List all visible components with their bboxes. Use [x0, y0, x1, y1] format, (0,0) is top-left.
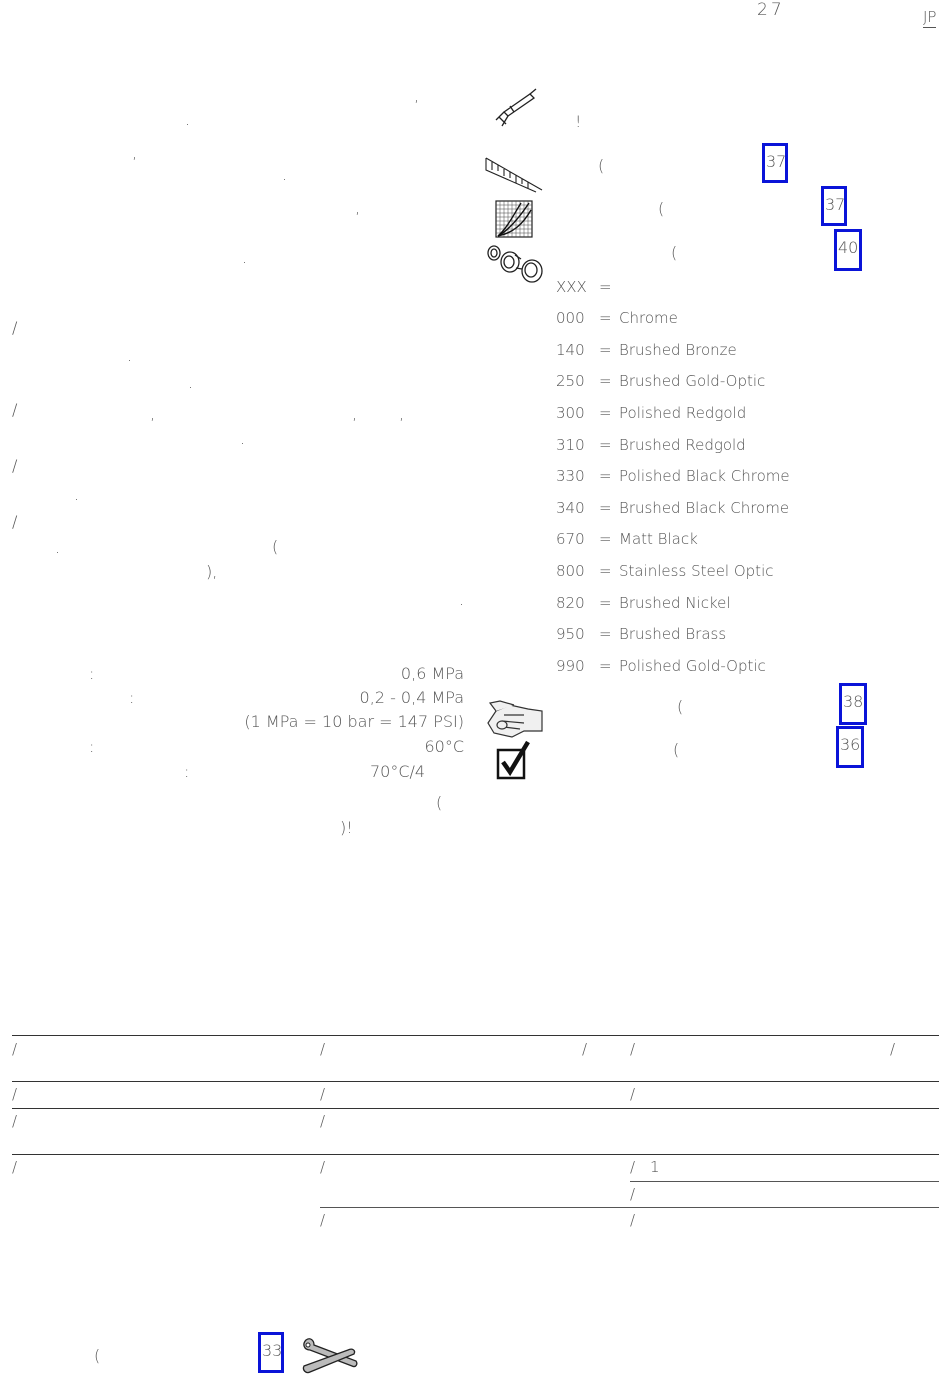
table-cell: /: [12, 1112, 18, 1130]
color-code: 990: [556, 657, 585, 675]
color-code: 950: [556, 625, 585, 643]
equals-sign: =: [599, 625, 612, 643]
color-code: 330: [556, 467, 585, 485]
text-mark: ,: [352, 404, 358, 423]
color-list-item: [556, 341, 856, 361]
slash-mark: /: [12, 512, 18, 531]
color-list-item: [556, 436, 856, 456]
spec-pressure-conversion: (1 MPa = 10 bar = 147 PSI): [244, 712, 464, 731]
ref-paren: (: [671, 243, 678, 262]
text-mark: .: [74, 485, 80, 504]
text-mark: ,: [399, 404, 405, 423]
page-ref-link[interactable]: 36: [836, 726, 864, 768]
equals-sign: =: [599, 562, 612, 580]
text-mark: .: [55, 538, 61, 557]
color-code: XXX: [556, 278, 587, 296]
color-code: 800: [556, 562, 585, 580]
text-mark: .: [282, 165, 288, 184]
page-number: 27: [757, 0, 785, 20]
table-rule: [630, 1181, 939, 1182]
equals-sign: =: [599, 341, 612, 359]
equals-sign: =: [599, 467, 612, 485]
equals-sign: =: [599, 594, 612, 612]
text-mark: .: [240, 429, 246, 448]
spec-recommended-pressure: 0,2 - 0,4 MPa: [359, 688, 464, 707]
color-code: 340: [556, 499, 585, 517]
color-list-item: [556, 499, 856, 519]
wrench-tools-icon: [300, 1336, 360, 1376]
spec-note-open: (: [436, 793, 443, 812]
color-name: Stainless Steel Optic: [619, 562, 774, 580]
table-cell: /: [320, 1085, 326, 1103]
color-name: Brushed Black Chrome: [619, 499, 790, 517]
equals-sign: =: [599, 278, 612, 296]
table-cell: /: [630, 1185, 636, 1203]
table-cell: /: [12, 1158, 18, 1176]
table-cell: /: [12, 1085, 18, 1103]
checkbox-checked-icon: [496, 740, 532, 780]
slash-mark: /: [12, 318, 18, 337]
color-name: Polished Gold-Optic: [619, 657, 766, 675]
text-mark: ,: [132, 143, 138, 162]
color-name: Brushed Nickel: [619, 594, 731, 612]
spec-hot-water: 60°C: [424, 737, 464, 756]
text-mark: ,: [414, 86, 420, 105]
table-cell: /: [630, 1085, 636, 1103]
color-list-item: [556, 657, 856, 677]
color-name: Polished Black Chrome: [619, 467, 790, 485]
equals-sign: =: [599, 309, 612, 327]
page-ref-link[interactable]: 40: [834, 229, 862, 271]
cartridge-parts-icon: [485, 243, 545, 285]
color-name: Chrome: [619, 309, 678, 327]
table-cell: /: [320, 1158, 326, 1176]
color-code: 820: [556, 594, 585, 612]
flow-diagram-icon: [495, 200, 533, 238]
page-ref-link[interactable]: 37: [821, 186, 847, 226]
table-rule: [320, 1207, 939, 1208]
table-rule: [12, 1108, 939, 1109]
text-mark: ),: [206, 562, 218, 581]
color-list-item: [556, 594, 856, 614]
ruler-icon: [484, 156, 544, 194]
color-list-item: [556, 372, 856, 392]
text-mark: ,: [150, 404, 156, 423]
table-cell: /: [582, 1040, 588, 1058]
slash-mark: /: [12, 400, 18, 419]
color-name: Brushed Gold-Optic: [619, 372, 766, 390]
table-cell: /: [890, 1040, 896, 1058]
ref-paren: (: [658, 199, 665, 218]
warning-exclamation: !: [575, 112, 582, 131]
spec-operating-pressure: 0,6 MPa: [400, 664, 464, 683]
color-list-item: [556, 530, 856, 550]
table-cell: 1: [650, 1158, 660, 1176]
color-code: 300: [556, 404, 585, 422]
color-list-item: [556, 625, 856, 645]
color-name: Brushed Brass: [619, 625, 727, 643]
color-name: Brushed Bronze: [619, 341, 737, 359]
color-list-item: [556, 404, 856, 424]
color-code: 310: [556, 436, 585, 454]
color-code: 140: [556, 341, 585, 359]
cleaning-hand-icon: [484, 697, 544, 739]
page-ref-link[interactable]: 33: [258, 1332, 284, 1373]
text-mark: .: [185, 110, 191, 129]
color-name: Brushed Redgold: [619, 436, 746, 454]
language-tab: JP: [923, 8, 937, 26]
equals-sign: =: [599, 372, 612, 390]
text-mark: .: [242, 248, 248, 267]
text-mark: .: [188, 373, 194, 392]
ref-paren: (: [677, 697, 684, 716]
slash-mark: /: [12, 456, 18, 475]
equals-sign: =: [599, 404, 612, 422]
spec-thermal-disinfection: 70°C/4: [370, 762, 426, 781]
text-mark: ,: [355, 198, 361, 217]
page-ref-link[interactable]: 37: [762, 143, 788, 183]
table-cell: /: [320, 1040, 326, 1058]
color-code-list: [556, 278, 856, 698]
page-ref-link[interactable]: 38: [839, 683, 867, 725]
table-cell: /: [320, 1112, 326, 1130]
spec-colon: :: [89, 737, 95, 756]
spec-colon: :: [129, 688, 135, 707]
spec-colon: :: [89, 664, 95, 683]
table-cell: /: [320, 1211, 326, 1229]
table-rule: [12, 1035, 939, 1036]
color-name: Polished Redgold: [619, 404, 747, 422]
ref-paren: (: [94, 1346, 101, 1365]
equals-sign: =: [599, 657, 612, 675]
color-code: 250: [556, 372, 585, 390]
text-mark: .: [127, 346, 133, 365]
color-code: 670: [556, 530, 585, 548]
spec-colon: :: [184, 762, 190, 781]
equals-sign: =: [599, 530, 612, 548]
table-cell: /: [630, 1211, 636, 1229]
color-name: Matt Black: [619, 530, 698, 548]
color-code: 000: [556, 309, 585, 327]
equals-sign: =: [599, 436, 612, 454]
text-mark: .: [459, 590, 465, 609]
ref-paren: (: [598, 156, 605, 175]
table-cell: /: [630, 1158, 636, 1176]
color-list-item: [556, 309, 856, 329]
color-list-item: [556, 562, 856, 582]
ref-paren: (: [673, 740, 680, 759]
silicone-gun-icon: [490, 86, 540, 128]
table-cell: /: [630, 1040, 636, 1058]
table-rule: [12, 1154, 939, 1155]
equals-sign: =: [599, 499, 612, 517]
table-cell: /: [12, 1040, 18, 1058]
table-rule: [12, 1081, 939, 1082]
color-list-header: [556, 278, 856, 298]
text-mark: (: [272, 537, 279, 556]
color-list-item: [556, 467, 856, 487]
spec-note-close: )!: [340, 818, 353, 837]
